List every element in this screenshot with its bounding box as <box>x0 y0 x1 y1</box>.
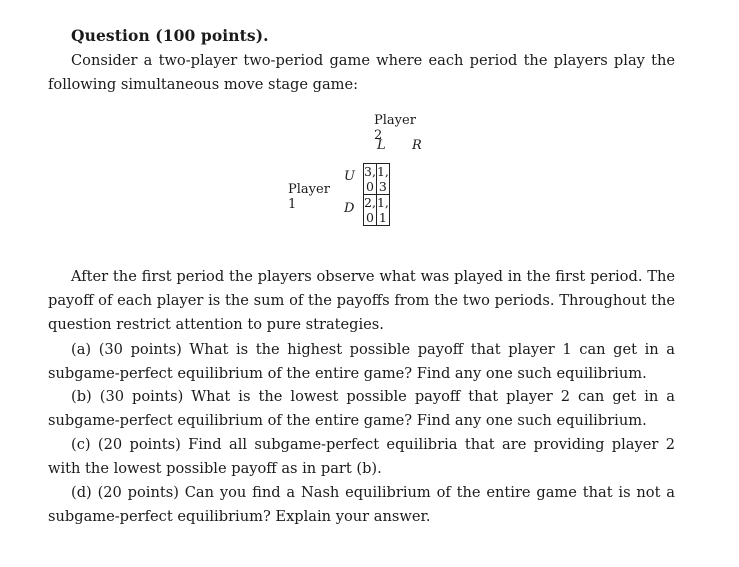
intro-paragraph <box>48 49 675 97</box>
player2-label: Player 2 <box>374 113 416 143</box>
player1-label: Player 1 <box>288 182 330 212</box>
payoff-cell-UR: 1, 3 <box>376 164 389 194</box>
payoff-cell-DL: 2, 0 <box>364 195 376 225</box>
question-d <box>48 481 675 529</box>
payoff-cell-DR: 1, 1 <box>376 195 389 225</box>
column-label-R: R <box>412 138 422 153</box>
payoff-cell-UL: 3, 0 <box>364 164 376 194</box>
question-c <box>48 433 675 481</box>
after-game-paragraph <box>48 265 675 337</box>
question-a <box>48 338 675 386</box>
question-b-text: (b) (30 points) What is the lowest possible payoff that player 2 can get in a subgame-perfect equilibrium of the entire game? Find any one such equilibrium. <box>48 388 675 429</box>
row-label-U: U <box>344 169 355 184</box>
intro-text: Consider a two-player two-period game where each period the players play the following simultaneous move stage game: <box>48 52 675 93</box>
question-c-text: (c) (20 points) Find all subgame-perfect equilibria that are providing player 2 with the lowest possible payoff as in part (b). <box>48 436 675 477</box>
payoff-row-U <box>364 164 390 195</box>
payoff-row-D <box>364 195 390 226</box>
question-a-text: (a) (30 points) What is the highest possible payoff that player 1 can get in a subgame-perfect equilibrium of the entire game? Find any one such equilibrium. <box>48 341 675 382</box>
row-label-D: D <box>344 201 355 216</box>
question-b <box>48 385 675 433</box>
after-game-text: After the first period the players observe what was played in the first period. The payoff of each player is the sum of the payoffs from the two periods. Throughout the question restrict attention to pure strategies. <box>48 268 675 333</box>
question-d-text: (d) (20 points) Can you find a Nash equilibrium of the entire game that is not a subgame-perfect equilibrium? Explain your answer. <box>48 484 675 525</box>
payoff-table <box>363 163 390 226</box>
question-heading: Question (100 points). <box>71 26 269 45</box>
column-label-L: L <box>377 138 386 153</box>
